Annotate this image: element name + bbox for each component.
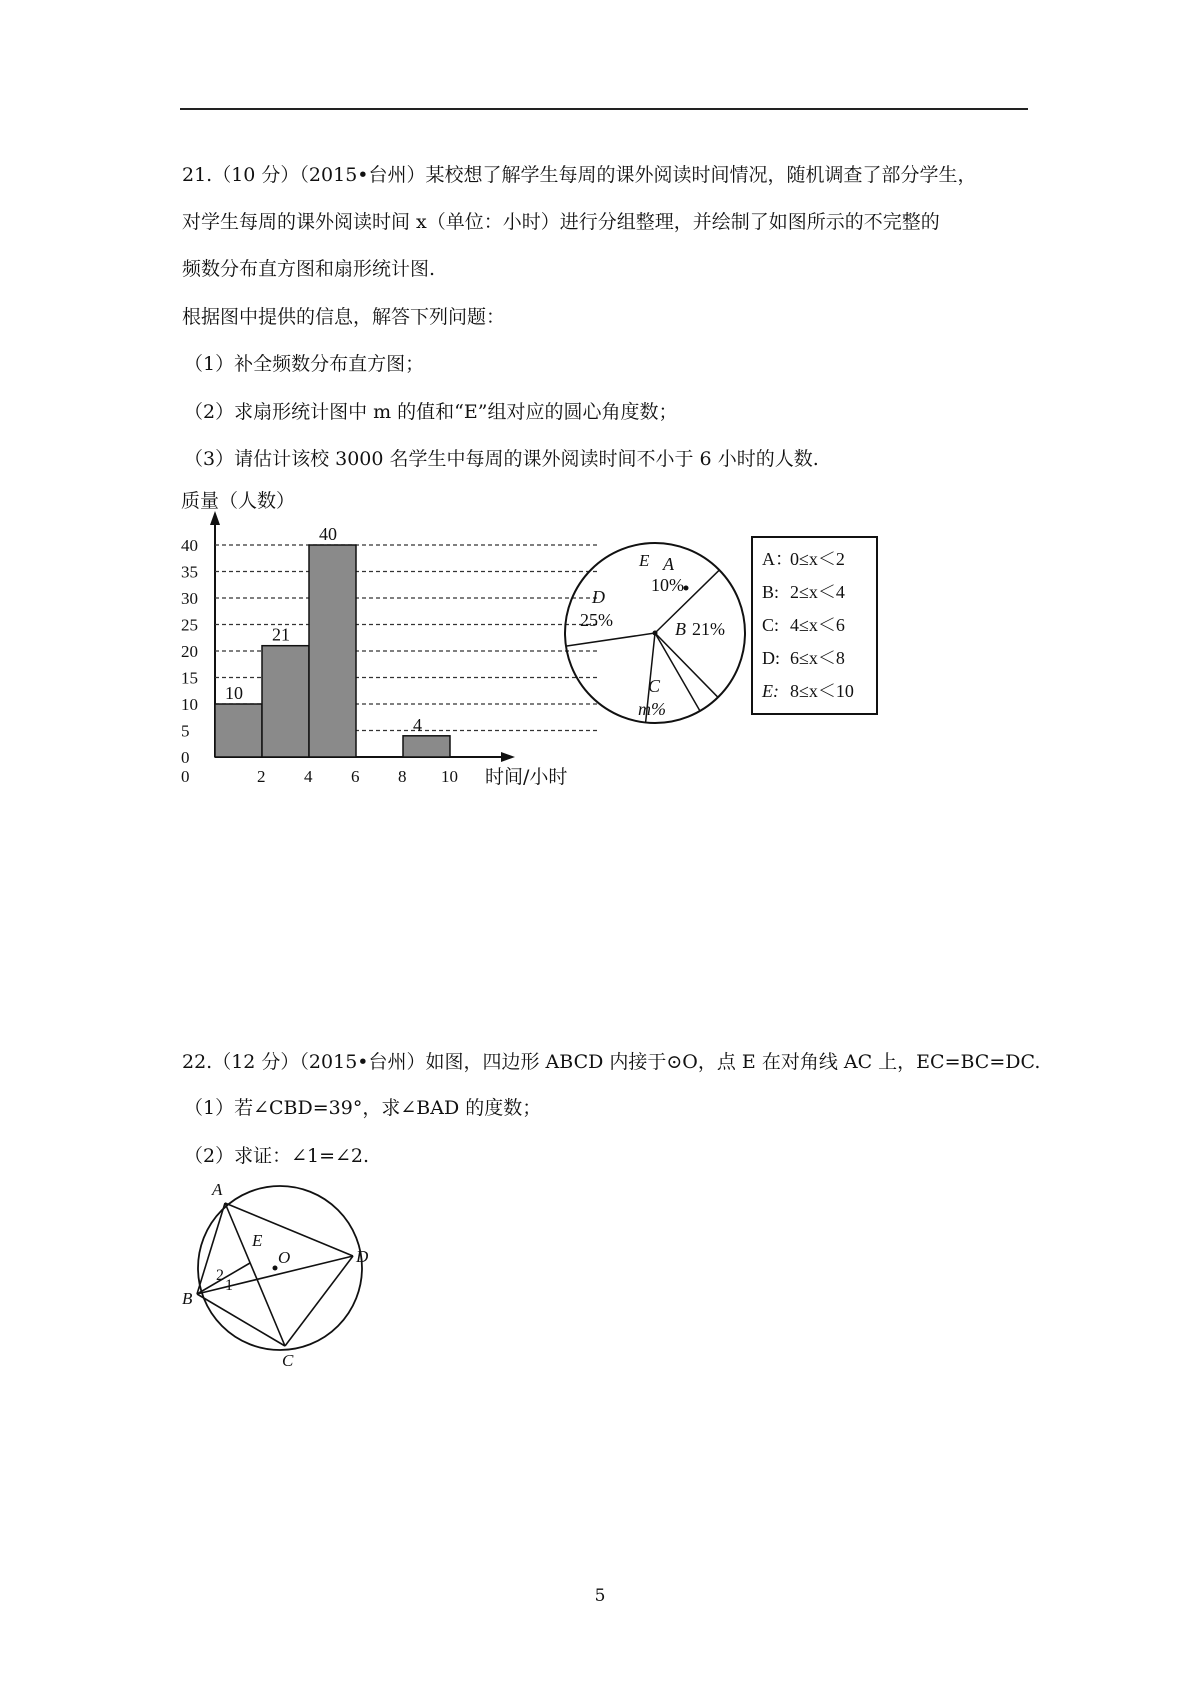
q21-item2: （2）求扇形统计图中 m 的值和“E”组对应的圆心角度数； — [184, 401, 678, 423]
histogram-bar — [403, 736, 450, 757]
pie-label-c-name: C — [648, 676, 661, 696]
histogram-x-tick-label: 2 — [257, 767, 266, 786]
histogram-y-tick-label: 10 — [181, 695, 198, 714]
q21-item1: （1）补全频数分布直方图； — [184, 353, 425, 375]
legend-range: 8≤x＜10 — [790, 681, 854, 701]
pie-label-c-value: m% — [638, 699, 666, 719]
segment-bc — [197, 1294, 285, 1346]
pie-label-a-value: 10% — [651, 575, 684, 595]
center-o-dot — [273, 1266, 278, 1271]
histogram-bar — [309, 545, 356, 757]
pie-label-a-name: A — [663, 554, 674, 574]
pie-label-dot — [684, 586, 689, 591]
legend-range: 0≤x＜2 — [790, 549, 845, 569]
histogram-x-tick-label: 10 — [441, 767, 458, 786]
q21-line1: 21.（10 分）（2015•台州）某校想了解学生每周的课外阅读时间情况，随机调查了部分学生， — [182, 164, 977, 186]
pie-label-e-name: E — [639, 551, 650, 570]
q21-line2: 对学生每周的课外阅读时间 x（单位：小时）进行分组整理，并绘制了如图所示的不完整的 — [182, 211, 940, 233]
pie-label-b-value: 21% — [692, 619, 725, 639]
legend-key: D: — [762, 648, 780, 668]
histogram-y-tick-label: 0 — [181, 748, 190, 767]
histogram-x-tick-label: 4 — [304, 767, 313, 786]
pie-label-d-value: 25% — [580, 610, 613, 630]
legend-range: 6≤x＜8 — [790, 648, 845, 668]
legend-key: C: — [762, 615, 780, 635]
histogram-chart — [175, 485, 595, 795]
label-d: D — [356, 1247, 369, 1266]
legend-range: 2≤x＜4 — [790, 582, 845, 602]
legend-key: E: — [762, 681, 779, 701]
legend-key: B: — [762, 582, 780, 602]
q21-line3: 频数分布直方图和扇形统计图. — [182, 258, 436, 280]
legend-key: A： — [762, 549, 793, 569]
q22-item2: （2）求证：∠1=∠2. — [184, 1145, 370, 1167]
legend-range: 4≤x＜6 — [790, 615, 845, 635]
q22-line1: 22.（12 分）（2015•台州）如图，四边形 ABCD 内接于⊙O，点 E 在对角线 AC 上，EC=BC=DC. — [182, 1051, 1041, 1073]
label-b: B — [182, 1289, 193, 1308]
histogram-bar-label: 10 — [225, 683, 243, 703]
histogram-y-axis-title: 质量（人数） — [181, 490, 296, 512]
histogram-y-tick-label: 15 — [181, 668, 198, 688]
label-angle-1: 1 — [225, 1277, 233, 1294]
histogram-x-tick-label: 6 — [351, 767, 360, 786]
label-o: O — [278, 1248, 291, 1267]
histogram-y-tick-label: 35 — [181, 562, 198, 582]
histogram-y-tick-label: 40 — [181, 536, 198, 555]
pie-legend — [750, 535, 880, 720]
label-c: C — [282, 1351, 294, 1370]
histogram-x-axis-title: 时间/小时 — [485, 766, 568, 788]
pie-slice-boundary — [566, 633, 655, 646]
histogram-bar — [262, 646, 309, 757]
circle-quadrilateral-figure — [180, 1180, 380, 1370]
label-e: E — [252, 1231, 263, 1250]
q22-item1: （1）若∠CBD=39°，求∠BAD 的度数； — [184, 1097, 542, 1119]
q21-line4: 根据图中提供的信息，解答下列问题： — [182, 306, 506, 328]
histogram-bar — [215, 704, 262, 757]
q21-item3: （3）请估计该校 3000 名学生中每周的课外阅读时间不小于 6 小时的人数. — [184, 448, 819, 470]
pie-label-d-name: D — [592, 587, 605, 607]
histogram-y-tick-label: 30 — [181, 589, 198, 608]
histogram-x-arrow — [501, 752, 515, 762]
histogram-y-tick-label: 25 — [181, 615, 198, 635]
histogram-y-arrow — [210, 511, 220, 525]
pie-center-dot — [653, 631, 658, 636]
histogram-bar-label: 21 — [272, 624, 290, 645]
pie-chart — [555, 535, 770, 735]
label-angle-2: 2 — [216, 1267, 224, 1284]
header-rule — [180, 108, 1028, 110]
histogram-y-tick-label: 5 — [181, 721, 190, 741]
label-a: A — [212, 1180, 223, 1199]
histogram-x-tick-label: 8 — [398, 767, 407, 786]
histogram-bar-label: 4 — [413, 714, 422, 735]
histogram-bar-label: 40 — [319, 524, 337, 544]
pie-label-b-name: B — [675, 619, 686, 639]
page-number: 5 — [594, 1586, 606, 1606]
histogram-y-tick-label: 20 — [181, 642, 198, 661]
histogram-x-tick-label: 0 — [181, 767, 190, 786]
